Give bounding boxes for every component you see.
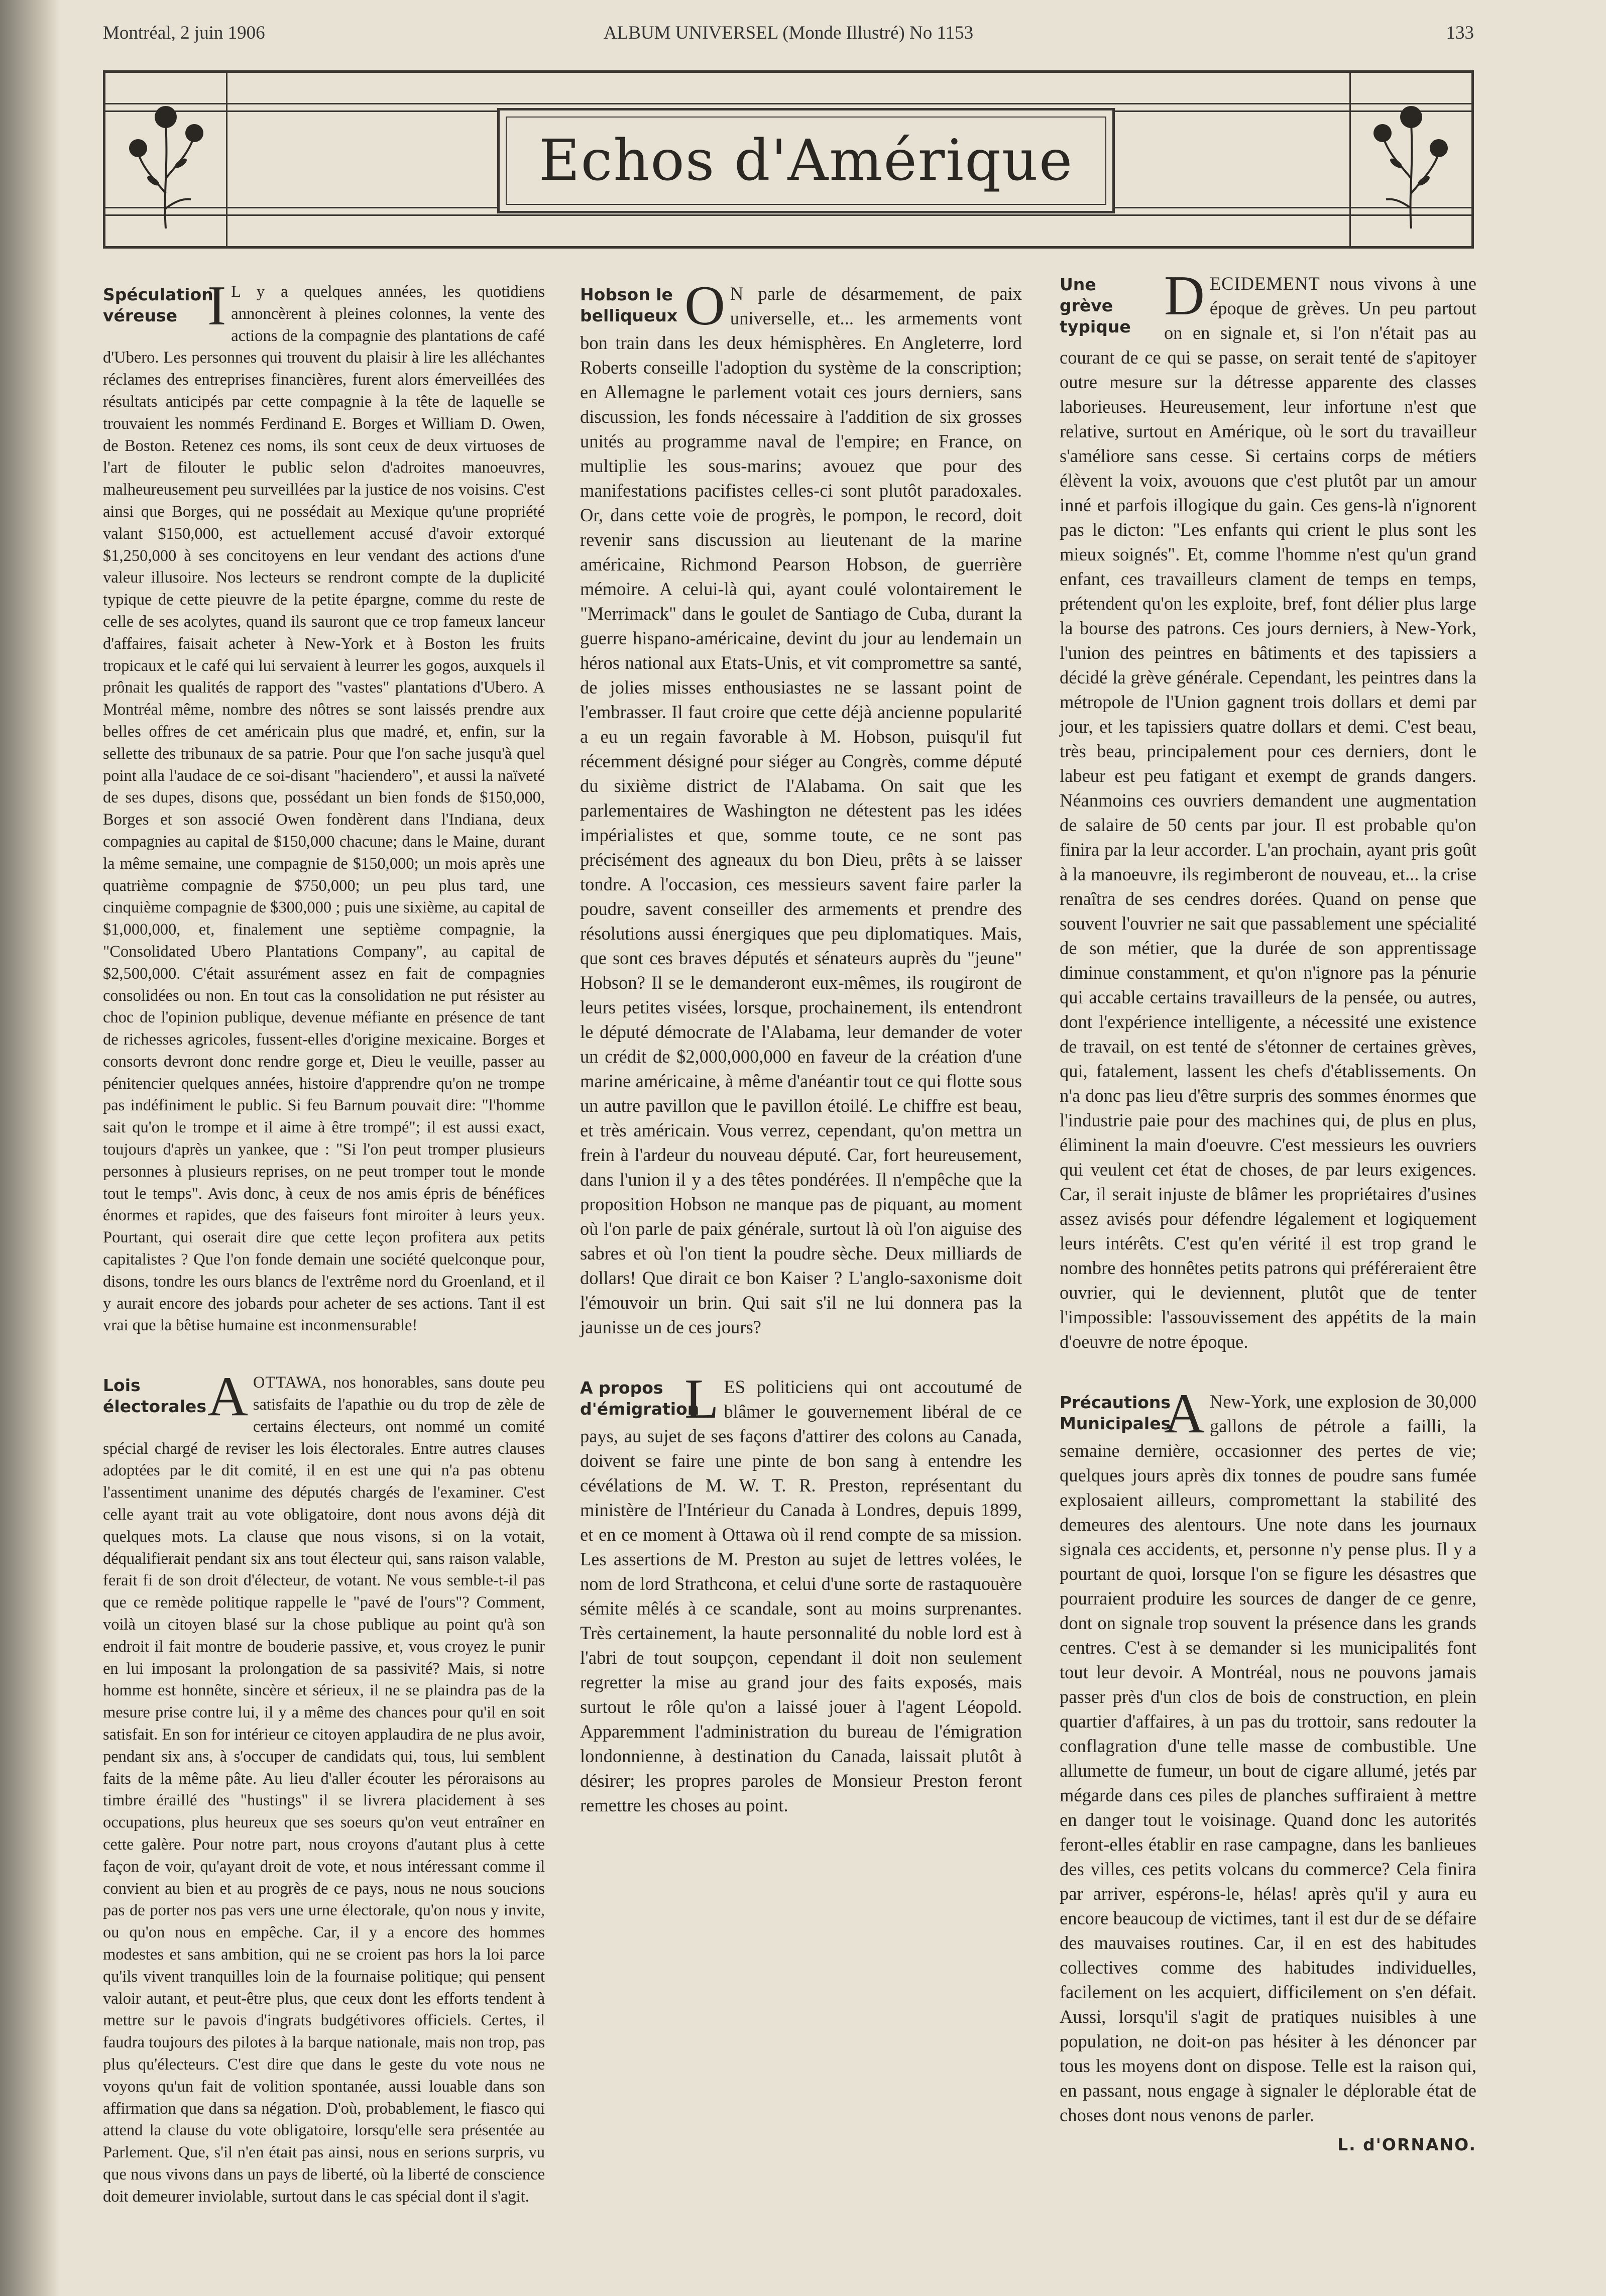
right-flower-ornament bbox=[1373, 93, 1449, 228]
article-heading: Hobson le belliqueux bbox=[580, 285, 678, 325]
article-precautions bbox=[1060, 1383, 1476, 2157]
article-speculation bbox=[103, 275, 545, 1337]
left-flower-ornament bbox=[128, 93, 203, 228]
article-body: New-York, une explosion de 30,000 gallons de pétrole a failli, la semaine dernière, occasionner des pertes de vie; quelques jours après dix tonnes de poudre sans fumée explosaient ailleurs, compromettant la stabilité des demeures des alentours. Une note dans les journaux signala ces accidents, et, personne n'y pense plus. Il y a pourtant de quoi, lorsque l'on se figure les désastres que pourraient produire les sources de danger de ce genre, dont on signale trop souvent la présence dans les grands centres. C'est à se demander si les municipalités font tout leur devoir. A Montréal, nous ne pouvons jamais passer près d'un clos de bois de construction, en plein quartier d'affaires, à un pas du trottoir, sans redouter la conflagration d'une telle masse de combustible. Une allumette de fumeur, un bout de cigare allumé, jetés par mégarde dans ces piles de planches suffiraient à mettre en danger tout le voisinage. Quand donc les autorités feront-elles établir en rase campagne, dans les banlieues des villes, ces petits volcans du commerce? Cela finira par arriver, espérons-le, hélas! après qu'il y aura eu encore beaucoup de victimes, tant il est dur de se défaire des mauvaises routines. Car, il en est des habitudes collectives comme des habitudes individuelles, facilement on les acquiert, difficilement on s'en défait. Aussi, lorsqu'il s'agit de pratiques nuisibles à une population, ne doit-on pas hésiter à les dénoncer par tous les moyens dont on dispose. Telle est la raison qui, en passant, nous engage à signaler le déplorable état de choses dont nous venons de parler. bbox=[1060, 1391, 1476, 2125]
author-signature: L. d'ORNANO. bbox=[1337, 2135, 1476, 2154]
article-greve bbox=[1060, 265, 1477, 1354]
section-banner bbox=[103, 70, 1474, 249]
drop-cap: A bbox=[1164, 1383, 1205, 1445]
column-2 bbox=[580, 275, 1022, 1853]
article-heading: A propos d'émigration bbox=[580, 1378, 700, 1419]
section-title: Echos d'Amérique bbox=[538, 128, 1074, 193]
article-heading: Spéculation véreuse bbox=[103, 285, 213, 325]
article-hobson bbox=[580, 275, 1022, 1339]
column-1 bbox=[103, 275, 545, 2243]
column-3 bbox=[1060, 265, 1477, 2192]
article-heading: Lois électorales bbox=[103, 1375, 206, 1417]
drop-cap: I bbox=[207, 275, 226, 337]
drop-cap: L bbox=[684, 1368, 719, 1430]
lead-word: OTTAWA, bbox=[253, 1373, 327, 1392]
article-heading: Précautions Municipales bbox=[1060, 1393, 1171, 1433]
drop-cap: A bbox=[207, 1365, 248, 1428]
article-body: nous vivons à une époque de grèves. Un peu partout on en signale et, si l'on n'était pas au courant de ce qui se passe, on serait tenté de s'apitoyer outre mesure sur la détresse apparente des classes laborieuses. Heureusement, leur infortune n'est que relative, surtout en Amérique, où le sort du travailleur s'améliore sans cesse. Si certains corps de métiers élèvent la voix, avouons que c'est plutôt par un amour inné et parfois illogique du gain. Ces gens-là n'ignorent pas le dicton: "Les enfants qui crient le plus sont les mieux soignés". Et, comme l'homme n'est qu'un grand enfant, ces travailleurs clament de temps en temps, prétendent qu'on les exploite, bref, font délier plus large la bourse des patrons. Ces jours derniers, à New-York, l'union des peintres en bâtiments et des tapissiers a décidé la grève générale. Cependant, les peintres dans la métropole de l'Union gagnent trois dollars et demi par jour, et les tapissiers quatre dollars et demi. C'est beau, très beau, principalement pour ces derniers, dont le labeur est peu fatigant et exempt de grands dangers. Néanmoins ces ouvriers demandent une augmentation de salaire de 50 cents par jour. Il est probable qu'on finira par la leur accorder. L'an prochain, ayant pris goût à la manoeuvre, ils regimberont de nouveau, et... la crise renaîtra de ses cendres dorées. Quand on pense que souvent l'ouvrier ne sait que passablement une spécialité de son métier, que la durée de son apprentissage diminue constamment, et qu'on n'ignore pas la pénurie qui accable certains travailleurs de la pensée, ou autres, dont l'expérience intelligente, a nécessité une existence de travail, on est tenté de s'étonner de certaines grèves, qui, fatalement, lassent les chefs d'établissements. On n'a donc pas lieu d'être surpris des sommes énormes que l'industrie paie pour des machines qui, de plus en plus, éliminent la main d'oeuvre. C'est messieurs les ouvriers qui veulent cet état de choses, de par leurs exigences. Car, il serait injuste de blâmer les propriétaires d'usines assez avisés pour défendre légalement et logiquement leurs intérêts. C'est qu'en vérité il est trop grand le nombre des honnêtes petits patrons qui préféreraient être ouvrier, qui le deviennent, plutôt que de tenter l'impossible: l'assouvissement des appétits de la main d'oeuvre de notre époque. bbox=[1060, 273, 1477, 1352]
page-number: 133 bbox=[1446, 23, 1474, 43]
publication-title: ALBUM UNIVERSEL (Monde Illustré) No 1153 bbox=[603, 23, 974, 43]
article-heading: Une grève typique bbox=[1060, 275, 1131, 336]
article-lois-electorales bbox=[103, 1365, 545, 2208]
drop-cap: D bbox=[1164, 265, 1205, 327]
running-head bbox=[103, 22, 1474, 52]
book-spine-shadow bbox=[0, 0, 60, 2296]
banner-title-box bbox=[497, 108, 1115, 213]
article-body: ES politiciens qui ont accoutumé de blâmer le gouvernement libéral de ce pays, au sujet de ses façons d'attirer des colons au Canada, doivent se faire une pinte de bon sang à entendre les cévélations de M. W. T. R. Preston, représentant du ministère de l'Intérieur du Canada à Londres, depuis 1899, et en ce moment à Ottawa où il rend compte de sa mission. Les assertions de M. Preston au sujet de lettres volées, le nom de lord Strathcona, et celui d'une sorte de rastaquouère sémite mêlés à ce scandale, sont au moins surprenantes. Très certainement, la haute personnalité du noble lord est à l'abri de tout soupçon, cependant il doit non seulement regretter la mise au grand jour des faits exposés, mais surtout le rôle qu'on a laissé jouer à l'agent Léopold. Apparemment l'administration du bureau de l'émigration londonnienne, à destination du Canada, laissait plutôt à désirer; les propres paroles de Monsieur Preston feront remettre les choses au point. bbox=[580, 1376, 1022, 1815]
article-emigration bbox=[580, 1368, 1022, 1817]
article-body: nos honorables, sans doute peu satisfaits de l'apathie ou du trop de zèle de certains électeurs, ont nommé un comité spécial chargé de reviser les lois électorales. Entre autres clauses adoptées par le dit comité, il en est une qui n'a pas obtenu l'assentiment unanime des députés chargés de l'examiner. C'est celle ayant trait au vote obligatoire, dont nous avons déjà dit quelques mots. La clause que nous visons, si on la votait, déqualifierait pendant six ans tout électeur qui, sans raison valable, ferait fi de son droit d'électeur, de votant. Ne vous semble-t-il pas que ce remède politique rappelle le "pavé de l'ours"? Comment, voilà un citoyen blasé sur la chose publique au point qu'à son endroit il fait montre de bouderie passive, et, vous croyez le punir en lui imposant la prolongation de sa passivité? Mais, si notre homme est honnête, sincère et sérieux, il ne se plaindra pas de la mesure prise contre lui, il y a même des chances pour qu'il en soit satisfait. En son for intérieur ce citoyen applaudira de ne plus avoir, pendant six ans, à s'occuper de candidats qui, tous, lui semblent faits de la même pâte. Au lieu d'aller écouter les péroraisons au timbre éraillé des "hustings" il se livrera placidement à ses occupations, plus heureux que ses soeurs qu'on veut entraîner en cette galère. Pour notre part, nous croyons d'autant plus à cette façon de voir, qu'ayant droit de vote, et nous intéressant comme il convient au bien et au progrès de ce pays, nous ne nous soucions pas de porter nos pas vers une urne électorale, qu'on nous y invite, ou qu'on nous en empêche. Car, il y a encore des hommes modestes et sans ambition, qui ne se croient pas hors la loi parce qu'ils vivent tranquilles loin de la fournaise politique; qui pensent valoir autant, et peut-être plus, que ceux dont les efforts tendent à mettre sur le pavois d'ingrats budgétivores officiels. Certes, il faudra toujours des pilotes à la barque nationale, mais non trop, pas plus qu'électeurs. C'est dire que dans le geste du vote nous ne voyons qu'un fait de volition spontanée, aussi louable dans son affirmation que dans sa négation. D'où, probablement, le fiasco qui attend la clause du vote obligatoire, lorsqu'elle sera présentée au Parlement. Que, s'il n'en était pas ainsi, nous en serions surpris, vu que nous vivons dans un pays de liberté, où la liberté de conscience doit demeurer inviolable, surtout dans le cas spécial dont il s'agit. bbox=[103, 1373, 545, 2206]
issue-date: Montréal, 2 juin 1906 bbox=[103, 23, 265, 43]
lead-word: ECIDEMENT bbox=[1209, 273, 1320, 294]
drop-cap: O bbox=[684, 275, 725, 337]
article-body: N parle de désarmement, de paix universelle, et... les armements vont bon train dans les deux hémisphères. En Angleterre, lord Roberts conseille l'adoption du système de la conscription; en Allemagne le parlement votait ces jours derniers, sans discussion, les fonds nécessaire à l'addition de six grosses unités au programme naval de l'empire; en France, on multiplie les sous-marins; avouez que pour des manifestations pacifistes celles-ci sont plutôt paradoxales. Or, dans cette voie de progrès, le pompon, le record, doit revenir sans discussion au lieutenant de la marine américaine, Richmond Pearson Hobson, de guerrière mémoire. A celui-là qui, ayant coulé volontairement le "Merrimack" dans le goulet de Santiago de Cuba, durant la guerre hispano-américaine, devint du jour au lendemain un héros national aux Etats-Unis, et vit compromettre sa santé, de jolies misses enthousiastes ne se lassant point de l'embrasser. Il faut croire que cette déjà ancienne popularité a eu un regain favorable à M. Hobson, puisqu'il fut récemment désigné pour siéger au Congrès, comme député du sixième district de l'Alabama. On sait que les parlementaires de Washington ne détestent pas les idées impérialistes et que, somme toute, ce ne sont pas précisément des agneaux du bon Dieu, prêts à se laisser tondre. A l'occasion, ces messieurs savent faire parler la poudre, savent conseiller des armements et prendre des résolutions aussi énergiques que peu diplomatiques. Mais, que sont ces braves députés et sénateurs auprès du "jeune" Hobson? Il se le demanderont eux-mêmes, ils rougiront de leurs petites visées, lorsque, prochainement, ils entendront le député démocrate de l'Alabama, leur demander de voter un crédit de $2,000,000,000 en faveur de la création d'une marine américaine, à même d'anéantir tout ce qui flotte sous un autre pavillon que le pavillon étoilé. Le chiffre est beau, et très américain. Vous verrez, cependant, qu'on mettra un frein à l'ardeur du nouveau député. Car, fort heureusement, dans l'union il y a des têtes pondérées. Il n'empêche que la proposition Hobson ne manque pas de piquant, au moment où l'on parle de paix générale, surtout là où l'on aiguise des sabres et où l'on tient la poudre sèche. Deux milliards de dollars! Que dirait ce bon Kaiser ? L'anglo-saxonisme doit l'émouvoir un brin. Qui sait s'il ne lui donnera pas la jaunisse un de ces jours? bbox=[580, 283, 1022, 1337]
article-body: L y a quelques années, les quotidiens annoncèrent à pleines colonnes, la vente des actions de la compagnie des plantations de café d'Ubero. Les personnes qui trouvent du plaisir à lire les alléchantes réclames des entreprises financières, furent alors émerveillées des résultats anticipés par cette compagnie à la tête de laquelle se trouvaient les nommés Ferdinand E. Borges et William D. Owen, de Boston. Retenez ces noms, ils sont ceux de deux virtuoses de l'art de filouter le public selon d'adroites manoeuvres, malheureusement peu surveillées par la justice de nos voisins. C'est ainsi que Borges, qui ne possédait au Mexique qu'une propriété valant $150,000, est actuellement accusé d'avoir extorqué $1,250,000 à ses concitoyens en leur vendant des actions d'une valeur illusoire. Nos lecteurs se rendront compte de la duplicité typique de cette pieuvre de la petite épargne, comme du reste de celle de ses acolytes, quand ils sauront que ce trop fameux lanceur d'affaires, faisait acheter à New-York et à Boston les fruits tropicaux et le café qui lui servaient à leurrer les gogos, auxquels il prônait les qualités de rapport des "vastes" plantations d'Ubero. A Montréal même, nombre des nôtres se sont laissés prendre aux belles offres de cet américain plus que madré, et, enfin, sur la sellette des tribunaux de sa patrie. Pour que l'on sache jusqu'à quel point alla l'audace de ce soi-disant "haciendero", et aussi la naïveté de ses dupes, disons que, possédant un bien fonds de $150,000, Borges et son associé Owen fondèrent dans l'Indiana, deux compagnies au capital de $150,000 chacune; dans le Maine, durant la même semaine, une compagnie de $150,000; un mois après une quatrième compagnie de $750,000; un peu plus tard, une cinquième compagnie de $300,000 ; puis une sixième, au capital de $1,000,000, et, finalement une septième compagnie, la "Consolidated Ubero Plantations Company", au capital de $2,500,000. C'était assurément assez en fait de compagnies consolidées ou non. En tout cas la consolidation ne put résister au choc de l'opinion publique, devenue méfiante en présence de tant de richesses agricoles, fussent-elles d'origine mexicaine. Borges et consorts devront donc rendre gorge et, Dieu le veuille, passer au pénitencier quelques années, histoire d'apprendre qu'on ne trompe pas indéfiniment le public. Si feu Barnum pouvait dire: "l'homme sait qu'on le trompe et il aime à être trompé"; il est aussi exact, toujours d'après un yankee, que : "Si l'on peut tromper plusieurs personnes à plusieurs reprises, on ne peut tromper tout le monde tout le temps". Avis donc, à ceux de nos amis épris de bénéfices énormes et rapides, que des faiseurs font miroiter à leurs yeux. Pourtant, qui oserait dire que cette leçon profitera aux petits capitalistes ? Que l'on fonde demain une société quelconque pour, disons, tondre les ours blancs de l'extrême nord du Groenland, et il y aurait encore des jobards pour acheter de ses actions. Tant il est vrai que la bêtise humaine est inconmensurable! bbox=[103, 283, 545, 1335]
